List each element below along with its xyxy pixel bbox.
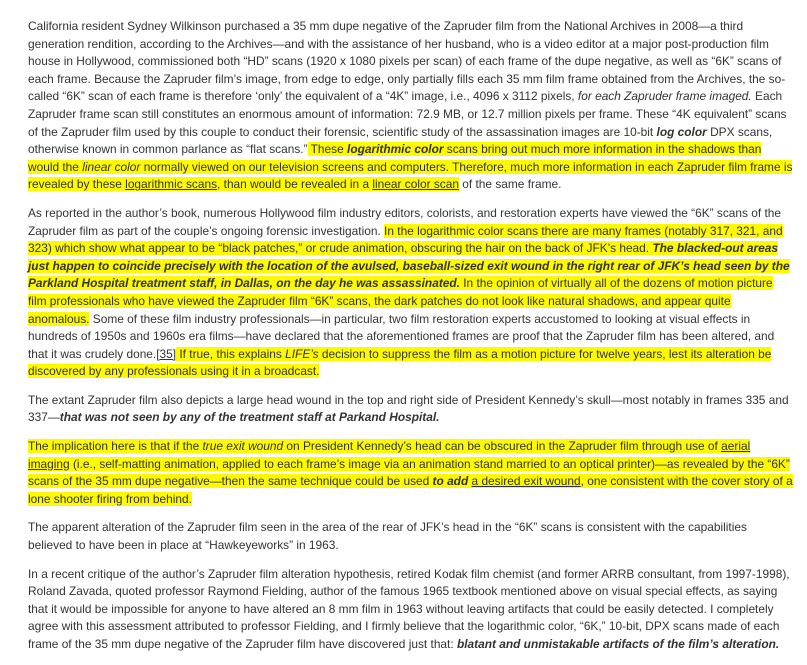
text-span: As reported in the author’s book, numerous Hollywood film industry editors, colorists, and restoration experts have viewed the “6K” scans of the Zapruder film as part of the couple’s ongoing forensic investigation. <box>28 205 782 238</box>
italic-text: for each Zapruder frame imaged. <box>577 89 752 104</box>
text-span: The apparent alteration of the Zapruder film seen in the area of the rear of JFK’s head in the “6K” scans is consistent with the capabilities believed to have been in place at “Hawkeyeworks” in 1963. <box>28 520 747 553</box>
italic-text: linear color <box>82 159 141 174</box>
desired-exit-wound-link[interactable]: a desired exit wound <box>471 474 581 489</box>
text-span: These <box>307 142 348 157</box>
text-span: In a recent critique of the author’s Zapruder film alteration hypothesis, retired Kodak film chemist (and former ARRB consultant, from 1997-1998), Roland Zavada, quoted professor Raymond Fielding, author of the famous 1965 textbook mentioned above on visual special effects, as saying that it would be impossible for anyone to have altered an 8 mm film in 1963 without leaving artifacts that could be easily detected. I completely agree with this assessment attributed to professor Fielding, and I firmly believe that the logarithmic color, “6K,” 10-bit, DPX scans made of each frame of the 35 mm dupe negative of the Zapruder film have discovered just that: <box>28 566 790 651</box>
paragraph-head-wound <box>28 392 793 427</box>
text-span: Each Zapruder frame scan still constitutes an enormous amount of information: 72.9 MB, or 12.7 million pixels per frame. These “4K equivalent” scans of the Zapruder film used by this couple to conduct their forensic, scientific study of the assassination images are 10-bit <box>28 89 787 139</box>
text-span: In the opinion of virtually all of the dozens of motion picture film professionals who have viewed the Zapruder film “6K” scans, the dark patches do not look like natural shadows, and appear quite anomalous. <box>28 276 773 326</box>
text-span: In the logarithmic color scans there are many frames (notably 317, 321, and 323) which show what appear to be “black patches,” or crude animation, obscuring the hair on the back of JFK’s head. <box>28 223 783 256</box>
paragraph-hawkeyeworks <box>28 519 793 554</box>
text-span: (i.e., self-matting animation, applied to each frame’s image via an animation stand married to an optical printer)—as revealed by the “6K” scans of the 35 mm dupe negative—then the same technique could be used <box>28 456 790 489</box>
bold-italic-text: to add <box>432 474 469 489</box>
paragraph-black-patches <box>28 205 793 381</box>
text-span: , one consistent with the cover story of a lone shooter firing from behind. <box>28 474 793 506</box>
text-span: scans bring out much more information in the shadows than would the <box>28 142 762 174</box>
text-span: DPX scans, otherwise known in common parlance as “flat scans.” <box>28 124 773 157</box>
text-span: If true, this explains <box>176 346 286 361</box>
text-span: Some of these film industry professionals—in particular, two film restoration experts accustomed to looking at visual effects in hundreds of 1950s and 1960s era films—have declared that the aforementioned frames are proof that the Zapruder film has been altered, and that it was crudely done. <box>28 311 775 361</box>
logarithmic-scans-link[interactable]: logarithmic scans <box>125 177 218 192</box>
text-span: The extant Zapruder film also depicts a large head wound in the top and right side of President Kennedy’s skull—most notably in frames 335 and 337— <box>28 392 789 425</box>
bold-italic-text: The blacked-out areas just happen to coincide precisely with the location of the avulsed, baseball-sized exit wound in the right rear of JFK’s head seen by the Parkland Hospital treatment staff, in Dallas, on the day he was assassinated. <box>28 241 790 291</box>
paragraph-critique <box>28 566 793 654</box>
footnote-link[interactable]: [35] <box>156 346 177 361</box>
text-span: of the same frame. <box>458 177 562 192</box>
aerial-imaging-link[interactable]: aerial imaging <box>28 439 751 471</box>
bold-italic-text: that was not seen by any of the treatment staff at Parkand Hospital. <box>59 410 440 425</box>
text-span: normally viewed on our television screens and computers. Therefore, much more information in each Zapruder film frame is revealed by these <box>28 159 793 192</box>
text-span: on President Kennedy’s head can be obscured in the Zapruder film through use of <box>283 439 722 454</box>
highlighted-passage <box>28 224 790 326</box>
highlighted-passage <box>28 439 793 506</box>
text-span: , than would be revealed in a <box>217 177 373 192</box>
bold-italic-text: logarithmic color <box>347 142 444 157</box>
article-body <box>28 18 793 665</box>
text-span: California resident Sydney Wilkinson purchased a 35 mm dupe negative of the Zapruder film from the National Archives in 2008—a third generation rendition, according to the Archives—and with the assistance of her husband, who is a video editor at a major post-production film house in Hollywood, commissioned both “HD” scans (1920 x 1080 pixels per scan) of each frame of the dupe negative, as well as “6K” scans of each frame. Because the Zapruder film’s image, from edge to edge, only partially fills each 35 mm film frame obtained from the Archives, the so-called “6K” scan of each frame is therefore ‘only’ the equivalent of a “4K” image, i.e., 4096 x 3112 pixels, <box>28 19 786 104</box>
paragraph-scans-intro <box>28 18 793 194</box>
text-span: The implication here is that if the <box>28 439 203 454</box>
paragraph-implication <box>28 438 793 508</box>
text-span: decision to suppress the film as a motion picture for twelve years, lest its alteration be discovered by any professionals using it in a broadcast. <box>28 346 772 379</box>
bold-italic-text: log color <box>656 124 707 139</box>
bold-italic-text: blatant and unmistakable artifacts of the film’s alteration. <box>456 637 780 651</box>
italic-text: true exit wound <box>202 439 284 454</box>
linear-color-scan-link[interactable]: linear color scan <box>372 177 459 192</box>
italic-text: LIFE’s <box>285 346 319 361</box>
